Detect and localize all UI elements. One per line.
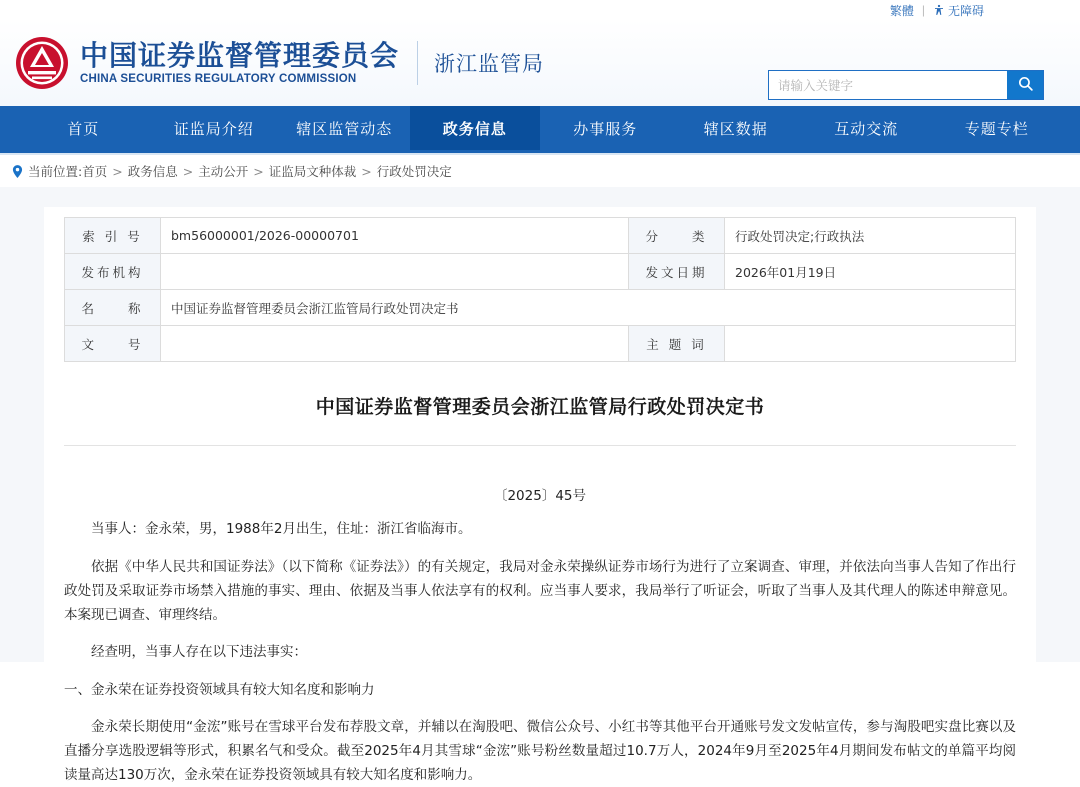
table-row xyxy=(65,290,1016,326)
breadcrumb-separator: > xyxy=(112,164,123,179)
document-paragraph: 当事人：金永荣，男，1988年2月出生，住址：浙江省临海市。 xyxy=(91,521,472,537)
breadcrumb-item-0[interactable]: 首页 xyxy=(82,164,108,179)
nav-item-1[interactable] xyxy=(149,106,280,150)
title-divider xyxy=(64,445,1016,446)
csrc-logo-icon xyxy=(14,35,70,91)
meta-value: 中国证券监督管理委员会浙江监管局行政处罚决定书 xyxy=(161,290,1016,326)
accessibility-icon xyxy=(933,4,945,16)
breadcrumb-separator: > xyxy=(361,164,372,179)
meta-label: 文 号 xyxy=(65,326,161,362)
breadcrumb-item-2[interactable]: 主动公开 xyxy=(198,164,249,179)
main-nav xyxy=(0,106,1080,150)
nav-item-label: 互动交流 xyxy=(834,119,899,138)
document-title: 中国证券监督管理委员会浙江监管局行政处罚决定书 xyxy=(315,396,765,418)
breadcrumb xyxy=(0,155,1080,187)
meta-value xyxy=(161,254,629,290)
nav-item-label: 证监局介绍 xyxy=(173,119,254,138)
document-paragraph: 经查明，当事人存在以下违法事实： xyxy=(91,644,307,660)
article-panel xyxy=(44,207,1036,783)
document-paragraph: 一、金永荣在证券投资领域具有较大知名度和影响力 xyxy=(64,681,375,698)
nav-item-0[interactable] xyxy=(18,106,149,150)
nav-item-label: 政务信息 xyxy=(442,119,507,138)
meta-label: 索 引 号 xyxy=(65,218,161,254)
meta-value: bm56000001/2026-00000701 xyxy=(161,218,629,254)
nav-item-7[interactable] xyxy=(932,106,1063,150)
meta-label: 主 题 词 xyxy=(629,326,725,362)
meta-label: 名 称 xyxy=(65,290,161,326)
document-paragraph: 金永荣长期使用“金浤”账号在雪球平台发布荐股文章，并辅以在淘股吧、微信公众号、小红书等其他平台开通账号发文发帖宣传，参与淘股吧实盘比赛以及直播分享选股逻辑等形式，积累名气和受众。截至2025年4月其雪球“金浤”账号粉丝数量超过10.7万人，2024年9月至2025年4月期间发布帖文的单篇平均阅读量高达130万次，金永荣在证券投资领域具有较大知名度和影响力。 xyxy=(64,719,1016,783)
document-body xyxy=(64,392,1016,787)
breadcrumb-item-1[interactable]: 政务信息 xyxy=(127,164,178,179)
document-number: 〔2025〕45号 xyxy=(493,488,587,504)
breadcrumb-item-4[interactable]: 行政处罚决定 xyxy=(376,164,452,179)
nav-item-5[interactable] xyxy=(671,106,802,150)
nav-item-4[interactable] xyxy=(540,106,671,150)
metadata-table xyxy=(64,217,1016,362)
traditional-chinese-link[interactable]: 繁體 xyxy=(889,3,914,18)
meta-value: 2026年01月19日 xyxy=(725,254,1016,290)
site-header xyxy=(0,20,1080,106)
location-pin-icon xyxy=(12,165,23,178)
nav-item-6[interactable] xyxy=(801,106,932,150)
document-paragraph: 依据《中华人民共和国证券法》（以下简称《证券法》）的有关规定，我局对金永荣操纵证券市场行为进行了立案调查、审理，并依法向当事人告知了作出行政处罚及采取证券市场禁入措施的事实、理由、依据及当事人依法享有的权利。应当事人要求，我局举行了听证会，听取了当事人及其代理人的陈述申辩意见。本案现已调查、审理终结。 xyxy=(64,558,1016,623)
nav-item-3[interactable] xyxy=(410,106,541,150)
table-row xyxy=(65,218,1016,254)
nav-list xyxy=(18,106,1062,150)
nav-item-2[interactable] xyxy=(279,106,410,150)
nav-item-label: 首页 xyxy=(67,119,100,138)
accessibility-label: 无障碍 xyxy=(947,3,984,18)
table-row xyxy=(65,254,1016,290)
accessibility-link[interactable] xyxy=(933,2,984,19)
utility-separator: | xyxy=(921,3,925,17)
document-paragraphs xyxy=(64,517,1016,787)
utility-bar xyxy=(0,0,1080,20)
search-button[interactable] xyxy=(1007,71,1043,99)
meta-value xyxy=(161,326,629,362)
meta-label: 发文日期 xyxy=(629,254,725,290)
search-input[interactable] xyxy=(769,71,1007,99)
nav-item-label: 辖区数据 xyxy=(703,119,768,138)
meta-value: 行政处罚决定;行政执法 xyxy=(725,218,1016,254)
nav-item-label: 辖区监管动态 xyxy=(296,119,393,138)
breadcrumb-items xyxy=(82,162,452,180)
meta-label: 发布机构 xyxy=(65,254,161,290)
brand-block xyxy=(80,38,400,86)
breadcrumb-separator: > xyxy=(182,164,194,179)
meta-value xyxy=(725,326,1016,362)
brand-divider xyxy=(417,41,418,85)
breadcrumb-prefix: 当前位置: xyxy=(28,164,83,179)
meta-label: 分 类 xyxy=(629,218,725,254)
brand-name-en: CHINA SECURITIES REGULATORY COMMISSION xyxy=(80,73,357,86)
nav-item-label: 专题专栏 xyxy=(964,119,1029,138)
nav-item-label: 办事服务 xyxy=(573,119,638,138)
table-row xyxy=(65,326,1016,362)
content-area xyxy=(0,187,1080,783)
brand-name-cn: 中国证券监督管理委员会 xyxy=(80,38,400,72)
search-box[interactable] xyxy=(768,70,1044,100)
breadcrumb-item-3[interactable]: 证监局文种体裁 xyxy=(268,164,357,179)
bureau-name: 浙江监管局 xyxy=(434,52,545,76)
search-icon xyxy=(1017,75,1034,95)
breadcrumb-separator: > xyxy=(253,164,264,179)
